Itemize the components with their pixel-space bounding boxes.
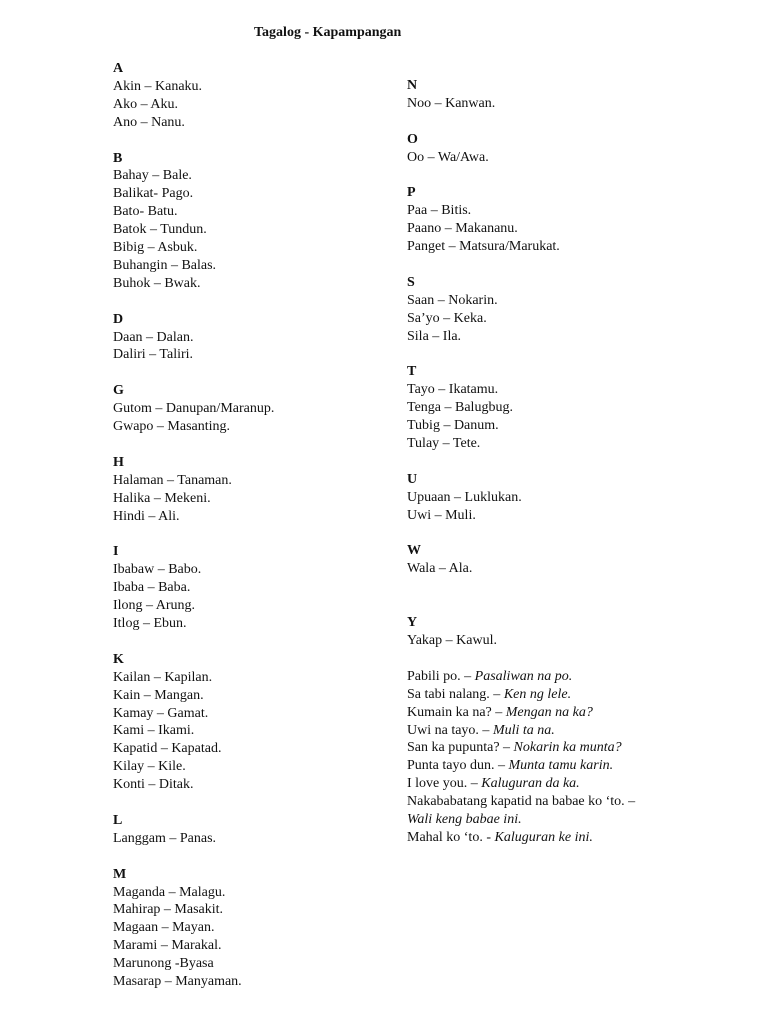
word-entry: Masarap – Manyaman. [113, 974, 242, 990]
word-entry: Marunong -Byasa [113, 956, 214, 972]
letter-section-h [113, 454, 413, 526]
word-entry: Sila – Ila. [407, 328, 462, 344]
right-column [407, 77, 707, 847]
word-entry: Kain – Mangan. [113, 687, 204, 703]
word-entry: Saan – Nokarin. [407, 292, 498, 308]
phrase-line [407, 793, 707, 811]
letter-heading: P [407, 185, 416, 201]
letter-heading: K [113, 651, 124, 667]
phrase-tagalog: San ka pupunta? – [407, 740, 514, 756]
word-entry: Bibig – Asbuk. [113, 240, 198, 256]
word-entry: Kailan – Kapilan. [113, 669, 213, 685]
letter-section-u [407, 471, 707, 525]
letter-section-k [113, 651, 413, 794]
phrase-line [407, 775, 707, 793]
word-entry: Sa’yo – Keka. [407, 310, 487, 326]
letter-section-g [113, 382, 413, 436]
phrase-kapampangan: Mengan na ka? [505, 704, 593, 720]
word-entry: Konti – Ditak. [113, 777, 194, 793]
letter-heading: N [407, 78, 418, 93]
letter-heading: Y [407, 615, 418, 631]
right-sections [407, 77, 707, 650]
letter-heading: G [113, 383, 124, 399]
word-entry: Marami – Marakal. [113, 938, 222, 954]
word-entry: Tubig – Danum. [407, 418, 499, 434]
word-entry: Batok – Tundun. [113, 222, 207, 238]
phrase-kapampangan: Pasaliwan na po. [474, 668, 573, 684]
word-entry: Upuaan – Luklukan. [407, 489, 522, 505]
phrase-kapampangan: Kaluguran da ka. [481, 776, 580, 792]
letter-heading: A [113, 61, 124, 76]
letter-section-p [407, 184, 707, 256]
letter-heading: M [113, 866, 127, 882]
letter-section-s [407, 274, 707, 346]
word-entry: Halaman – Tanaman. [113, 472, 232, 488]
phrase-line [407, 722, 707, 740]
letter-heading: T [407, 364, 417, 380]
phrase-tagalog: Uwi na tayo. – [407, 722, 493, 738]
letter-section-m [113, 866, 413, 991]
phrase-tagalog: Sa tabi nalang. – [407, 686, 504, 702]
word-entry: Wala – Ala. [407, 561, 473, 577]
letter-section-o [407, 131, 707, 167]
phrase-list [407, 668, 707, 847]
letter-heading: O [407, 131, 418, 147]
letter-heading: S [407, 274, 415, 290]
letter-section-b [113, 150, 413, 293]
letter-section-i [113, 543, 413, 633]
word-entry: Tulay – Tete. [407, 436, 481, 452]
word-entry: Tenga – Balugbug. [407, 400, 513, 416]
phrase-tagalog: Nakababatang kapatid na babae ko ‘to. – [407, 794, 636, 810]
word-entry: Kapatid – Kapatad. [113, 741, 222, 757]
word-entry: Oo – Wa/Awa. [407, 149, 489, 165]
phrase-tagalog: Mahal ko ‘to. - [407, 829, 495, 845]
letter-heading: B [113, 150, 123, 166]
letter-section-y [407, 614, 707, 650]
word-entry: Ano – Nanu. [113, 114, 185, 130]
word-entry: Balikat- Pago. [113, 186, 194, 202]
word-entry: Bahay – Bale. [113, 168, 192, 184]
letter-section-n [407, 77, 707, 113]
letter-heading: W [407, 543, 421, 559]
word-entry: Langgam – Panas. [113, 830, 217, 846]
word-entry: Paa – Bitis. [407, 203, 472, 219]
word-entry: Gwapo – Masanting. [113, 419, 231, 435]
word-entry: Uwi – Muli. [407, 507, 476, 523]
word-entry: Maganda – Malagu. [113, 884, 226, 900]
letter-section-a [113, 60, 413, 132]
word-entry: Buhangin – Balas. [113, 257, 217, 273]
phrase-kapampangan: Munta tamu karin. [508, 758, 614, 774]
letter-section-t [407, 363, 707, 453]
word-entry: Ibabaw – Babo. [113, 562, 202, 578]
word-entry: Hindi – Ali. [113, 508, 180, 524]
word-entry: Kami – Ikami. [113, 723, 195, 739]
phrase-tagalog: Kumain ka na? – [407, 704, 506, 720]
letter-heading: H [113, 454, 124, 470]
word-entry: Buhok – Bwak. [113, 275, 201, 291]
word-entry: Daliri – Taliri. [113, 347, 194, 363]
phrase-kapampangan: Kaluguran ke ini. [494, 829, 593, 845]
phrase-line [407, 739, 707, 757]
letter-heading: D [113, 311, 124, 327]
phrase-line [407, 704, 707, 722]
word-entry: Panget – Matsura/Marukat. [407, 239, 560, 255]
word-entry: Yakap – Kawul. [407, 632, 497, 648]
word-entry: Halika – Mekeni. [113, 490, 211, 506]
letter-heading: U [407, 471, 418, 487]
phrase-line [407, 686, 707, 704]
word-entry: Itlog – Ebun. [113, 616, 187, 632]
letter-section-w [407, 542, 707, 578]
word-entry: Bato- Batu. [113, 204, 178, 220]
phrase-line [407, 757, 707, 775]
word-entry: Kilay – Kile. [113, 759, 186, 775]
word-entry: Noo – Kanwan. [407, 95, 496, 111]
word-entry: Mahirap – Masakit. [113, 902, 224, 918]
letter-heading: I [113, 544, 119, 560]
word-entry: Gutom – Danupan/Maranup. [113, 401, 275, 417]
phrase-kapampangan: Nokarin ka munta? [513, 740, 622, 756]
document-title: Tagalog - Kapampangan [254, 25, 402, 40]
word-entry: Akin – Kanaku. [113, 78, 203, 94]
word-entry: Magaan – Mayan. [113, 920, 215, 936]
phrase-line [407, 811, 707, 829]
phrase-line [407, 668, 707, 686]
phrase-kapampangan: Muli ta na. [492, 722, 555, 738]
letter-section-l [113, 812, 413, 848]
word-entry: Ako – Aku. [113, 96, 178, 112]
word-entry: Kamay – Gamat. [113, 705, 209, 721]
word-entry: Daan – Dalan. [113, 329, 194, 345]
left-column [113, 60, 413, 1009]
phrase-tagalog: Punta tayo dun. – [407, 758, 509, 774]
phrase-kapampangan: Wali keng babae ini. [407, 812, 522, 828]
word-entry: Ibaba – Baba. [113, 580, 191, 596]
word-entry: Ilong – Arung. [113, 598, 196, 614]
phrase-tagalog: Pabili po. – [407, 668, 475, 684]
letter-heading: L [113, 812, 123, 828]
phrase-line [407, 829, 707, 847]
word-entry: Tayo – Ikatamu. [407, 382, 499, 398]
word-entry: Paano – Makananu. [407, 221, 518, 237]
phrase-tagalog: I love you. – [407, 776, 482, 792]
letter-section-d [113, 311, 413, 365]
phrase-kapampangan: Ken ng lele. [503, 686, 572, 702]
